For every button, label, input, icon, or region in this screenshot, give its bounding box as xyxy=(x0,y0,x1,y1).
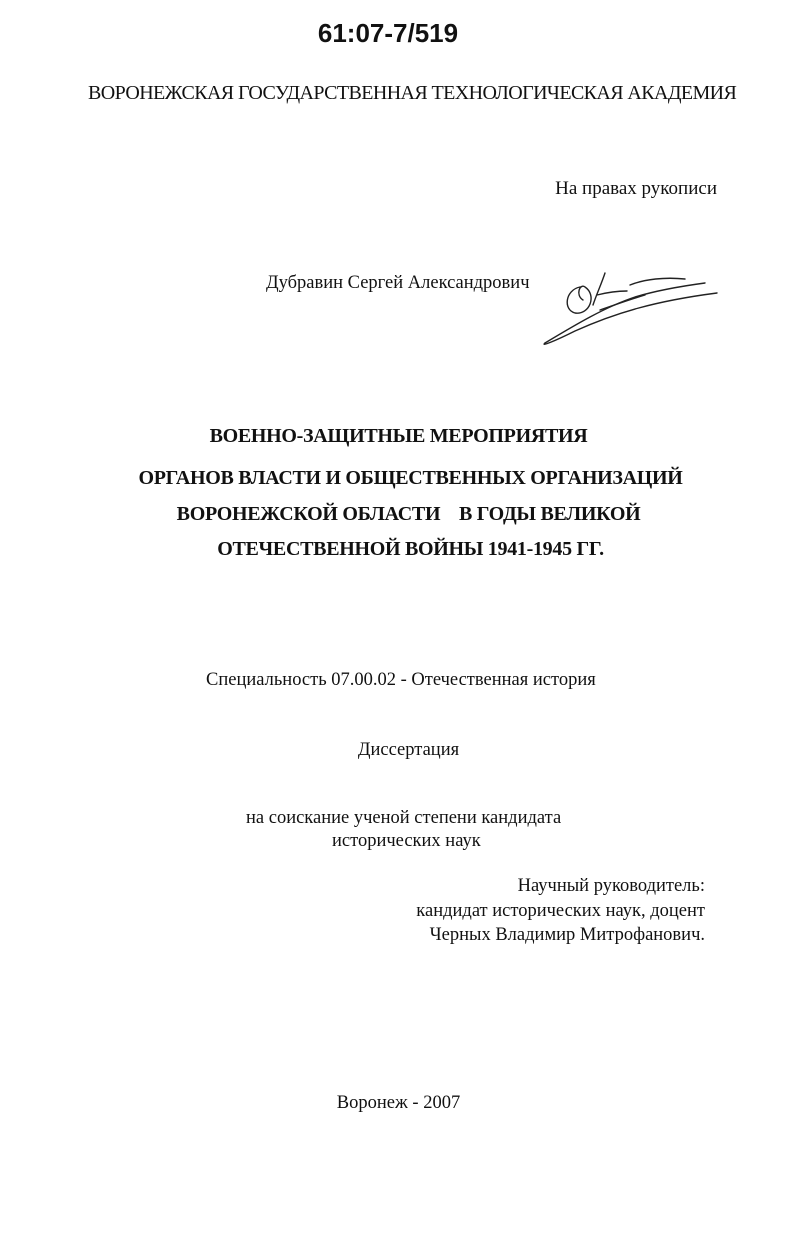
specialty: Специальность 07.00.02 - Отечественная история xyxy=(206,670,596,690)
advisor-name: Черных Владимир Митрофанович. xyxy=(429,925,705,945)
institution-name: ВОРОНЕЖСКАЯ ГОСУДАРСТВЕННАЯ ТЕХНОЛОГИЧЕСКАЯ АКАДЕМИЯ xyxy=(88,82,737,104)
title-line: ОТЕЧЕСТВЕННОЙ ВОЙНЫ 1941-1945 ГГ. xyxy=(217,538,604,560)
rights-note: На правах рукописи xyxy=(555,178,717,199)
author-signature xyxy=(535,265,720,350)
degree-line: исторических наук xyxy=(332,831,481,851)
degree-line: на соискание ученой степени кандидата xyxy=(246,808,562,828)
advisor-label: Научный руководитель: xyxy=(517,876,705,896)
city-year: Воронеж - 2007 xyxy=(336,1093,461,1113)
work-type: Диссертация xyxy=(357,740,460,760)
title-line: ВОЕННО-ЗАЩИТНЫЕ МЕРОПРИЯТИЯ xyxy=(209,425,588,447)
document-code: 61:07-7/519 xyxy=(317,18,459,48)
title-line: ВОРОНЕЖСКОЙ ОБЛАСТИ В ГОДЫ ВЕЛИКОЙ xyxy=(176,503,641,525)
title-line: ОРГАНОВ ВЛАСТИ И ОБЩЕСТВЕННЫХ ОРГАНИЗАЦИЙ xyxy=(138,467,683,489)
author-name: Дубравин Сергей Александрович xyxy=(266,273,530,293)
advisor-title: кандидат исторических наук, доцент xyxy=(416,901,705,921)
